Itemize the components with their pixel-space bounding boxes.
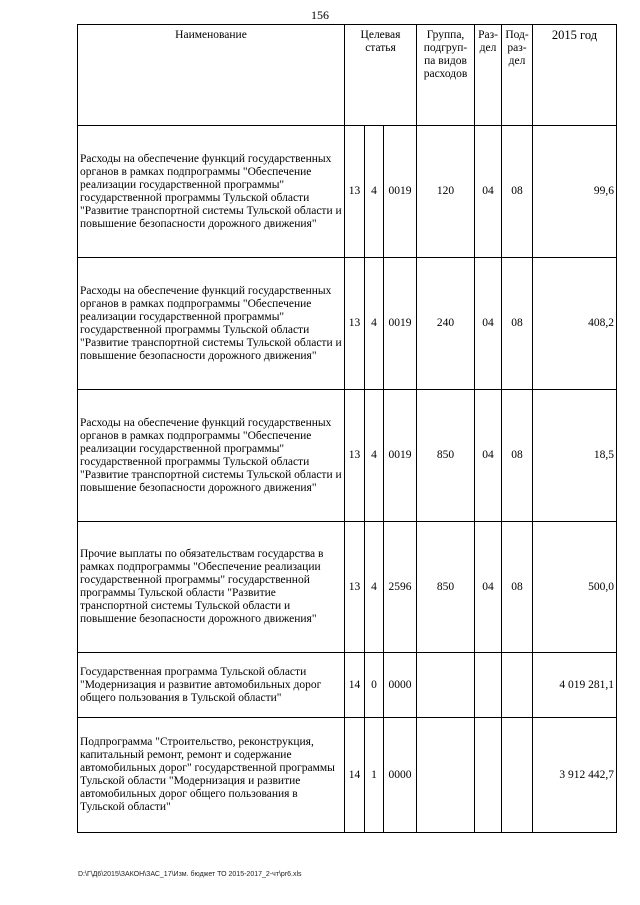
row-amount: 18,5	[533, 390, 617, 522]
footer-file-path: D:\Г\Д6\2015\ЗАКОН\ЗАС_17\Изм. бюджет ТО 2015-2017_2-чт\pr6.xls	[78, 871, 302, 878]
header-group: Группа, подгруп-па видов расходов	[417, 25, 475, 126]
header-row	[78, 25, 617, 126]
table-row	[78, 258, 617, 390]
row-subsection: 08	[502, 258, 533, 390]
row-amount: 4 019 281,1	[533, 653, 617, 718]
row-name: Подпрограмма "Строительство, реконструкция, капитальный ремонт, ремонт и содержание автомобильных дорог" государственной программы Тульской области "Модернизация и развитие автомобильных дорог общего пользования в Тульской области"	[78, 718, 345, 833]
row-code-2: 4	[365, 126, 384, 258]
row-code-2: 4	[365, 390, 384, 522]
row-code-3: 0019	[384, 258, 417, 390]
row-code-1: 13	[345, 126, 365, 258]
row-code-2: 0	[365, 653, 384, 718]
row-section	[475, 718, 502, 833]
row-amount: 99,6	[533, 126, 617, 258]
row-subsection: 08	[502, 126, 533, 258]
table-row	[78, 126, 617, 258]
row-subsection	[502, 653, 533, 718]
row-code-3: 0000	[384, 718, 417, 833]
row-group	[417, 653, 475, 718]
row-section	[475, 653, 502, 718]
row-name: Расходы на обеспечение функций государственных органов в рамках подпрограммы "Обеспечение реализации государственной программы" государственной программы Тульской области "Развитие транспортной системы Тульской области и повышение безопасности дорожного движения"	[78, 126, 345, 258]
table-row	[78, 390, 617, 522]
row-group: 850	[417, 390, 475, 522]
row-group: 850	[417, 522, 475, 653]
row-name: Расходы на обеспечение функций государственных органов в рамках подпрограммы "Обеспечение реализации государственной программы" государственной программы Тульской области "Развитие транспортной системы Тульской области и повышение безопасности дорожного движения"	[78, 390, 345, 522]
row-section: 04	[475, 258, 502, 390]
row-code-1: 14	[345, 718, 365, 833]
row-group: 240	[417, 258, 475, 390]
row-amount: 500,0	[533, 522, 617, 653]
row-code-1: 14	[345, 653, 365, 718]
row-subsection: 08	[502, 390, 533, 522]
row-section: 04	[475, 390, 502, 522]
table-row	[78, 718, 617, 833]
row-section: 04	[475, 522, 502, 653]
row-name: Государственная программа Тульской области "Модернизация и развитие автомобильных дорог общего пользования в Тульской области"	[78, 653, 345, 718]
row-section: 04	[475, 126, 502, 258]
row-group	[417, 718, 475, 833]
row-amount: 408,2	[533, 258, 617, 390]
header-section: Раз-дел	[475, 25, 502, 126]
row-code-2: 4	[365, 258, 384, 390]
row-amount: 3 912 442,7	[533, 718, 617, 833]
row-code-1: 13	[345, 522, 365, 653]
row-code-2: 1	[365, 718, 384, 833]
header-year: 2015 год	[533, 25, 617, 126]
row-code-3: 2596	[384, 522, 417, 653]
header-name: Наименование	[78, 25, 345, 126]
row-name: Прочие выплаты по обязательствам государства в рамках подпрограммы "Обеспечение реализации государственной программы" государственной программы Тульской области "Развитие транспортной системы Тульской области и повышение безопасности дорожного движения"	[78, 522, 345, 653]
row-code-3: 0000	[384, 653, 417, 718]
table-row	[78, 653, 617, 718]
row-code-1: 13	[345, 390, 365, 522]
row-name: Расходы на обеспечение функций государственных органов в рамках подпрограммы "Обеспечение реализации государственной программы" государственной программы Тульской области "Развитие транспортной системы Тульской области и повышение безопасности дорожного движения"	[78, 258, 345, 390]
row-subsection: 08	[502, 522, 533, 653]
budget-table	[77, 24, 617, 833]
row-subsection	[502, 718, 533, 833]
header-subsection: Под-раз-дел	[502, 25, 533, 126]
row-group: 120	[417, 126, 475, 258]
header-target-article: Целевая статья	[345, 25, 417, 126]
row-code-3: 0019	[384, 390, 417, 522]
page-number: 156	[311, 8, 329, 22]
row-code-3: 0019	[384, 126, 417, 258]
row-code-2: 4	[365, 522, 384, 653]
table-row	[78, 522, 617, 653]
row-code-1: 13	[345, 258, 365, 390]
